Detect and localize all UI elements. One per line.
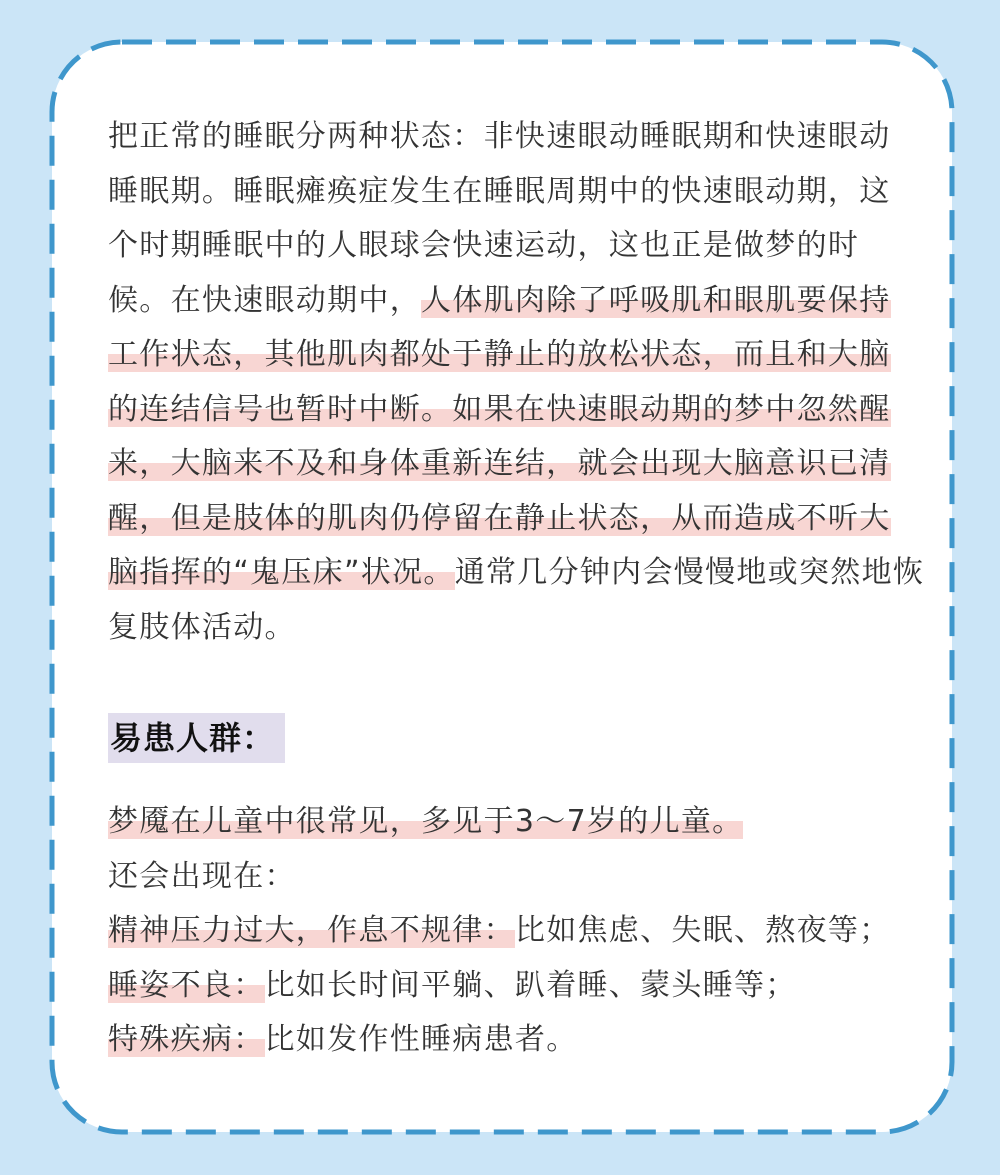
item-text: 比如焦虑、失眠、熬夜等；	[514, 913, 891, 948]
highlighted-text: 脑指挥的“鬼压床”状况。	[108, 555, 455, 590]
line-text: 个时期睡眠中的人眼球会快速运动，这也正是做梦的时	[108, 228, 860, 263]
line-text: 通常几分钟内会慢慢地或突然地恢	[454, 555, 925, 590]
line-text: 把正常的睡眠分两种状态：非快速眼动睡眠期和快速眼动	[108, 119, 891, 154]
paragraph-line	[108, 383, 948, 438]
line-text: 候。在快速眼动期中，	[108, 282, 421, 318]
section-heading-wrap	[108, 713, 285, 763]
intro-line	[108, 795, 948, 850]
highlighted-text: 来，大脑来不及和身体重新连结，就会出现大脑意识已清	[108, 446, 891, 481]
item-label: 特殊疾病：	[108, 1022, 265, 1057]
item-label: 精神压力过大，作息不规律：	[108, 913, 515, 948]
paragraph-line	[108, 110, 948, 165]
item-label: 睡姿不良：	[108, 967, 265, 1003]
highlighted-text: 醒，但是肢体的肌肉仍停留在静止状态，从而造成不听大	[108, 500, 891, 536]
list-item	[108, 1013, 948, 1068]
highlighted-text: 的连结信号也暂时中断。如果在快速眼动期的梦中忽然醒	[108, 391, 891, 427]
list-item	[108, 904, 948, 959]
line-text: 复肢体活动。	[108, 609, 296, 645]
paragraph-line	[108, 274, 948, 329]
risk-groups-section	[108, 795, 948, 1068]
paragraph-line	[108, 219, 948, 274]
also-label-line	[108, 850, 948, 905]
body-paragraph	[108, 110, 948, 655]
also-label: 还会出现在：	[108, 858, 296, 894]
item-text: 比如发作性睡病患者。	[264, 1022, 578, 1057]
intro-text: 梦魇在儿童中很常见，多见于3～7岁的儿童。	[108, 804, 744, 839]
highlighted-text: 人体肌肉除了呼吸肌和眼肌要保持	[421, 282, 891, 318]
item-text: 比如长时间平躺、趴着睡、蒙头睡等；	[264, 967, 797, 1003]
paragraph-line	[108, 328, 948, 383]
paragraph-line	[108, 165, 948, 220]
paragraph-line	[108, 546, 948, 601]
line-text: 睡眠期。睡眠瘫痪症发生在睡眠周期中的快速眼动期，这	[108, 173, 891, 209]
highlighted-text: 工作状态，其他肌肉都处于静止的放松状态，而且和大脑	[108, 337, 891, 372]
paragraph-line	[108, 492, 948, 547]
list-item	[108, 959, 948, 1014]
paragraph-line	[108, 601, 948, 656]
paragraph-line	[108, 437, 948, 492]
section-heading: 易患人群：	[108, 713, 285, 763]
